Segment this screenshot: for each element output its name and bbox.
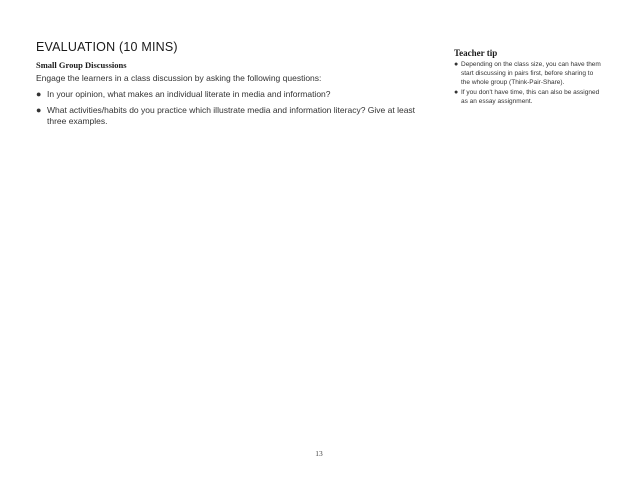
tip-text: If you don't have time, this can also be assigned as an essay assignment. (461, 89, 600, 105)
page-number: 13 (315, 449, 323, 458)
bullet-icon: ● (454, 89, 459, 96)
tip-item (454, 88, 604, 106)
tip-item (454, 60, 604, 87)
tip-list (454, 60, 604, 106)
subheading: Small Group Discussions (36, 60, 127, 70)
main-content (36, 40, 436, 132)
teacher-tip-sidebar (454, 48, 604, 107)
tip-text: Depending on the class size, you can have them start discussing in pairs first, before sharing to the whole group (Think-Pair-Share). (461, 61, 601, 86)
bullet-icon: ● (36, 104, 42, 115)
question-item (36, 89, 436, 101)
section-heading: EVALUATION (10 MINS) (36, 40, 178, 54)
intro-text: Engage the learners in a class discussion by asking the following questions: (36, 73, 322, 83)
bullet-icon: ● (36, 89, 42, 99)
question-text: What activities/habits do you practice which illustrate media and information literacy? Give at least three examples. (47, 104, 416, 126)
question-item (36, 105, 436, 128)
question-text: In your opinion, what makes an individual literate in media and information? (47, 89, 331, 99)
question-list (36, 89, 436, 128)
tip-title: Teacher tip (454, 48, 498, 58)
bullet-icon: ● (454, 61, 459, 68)
